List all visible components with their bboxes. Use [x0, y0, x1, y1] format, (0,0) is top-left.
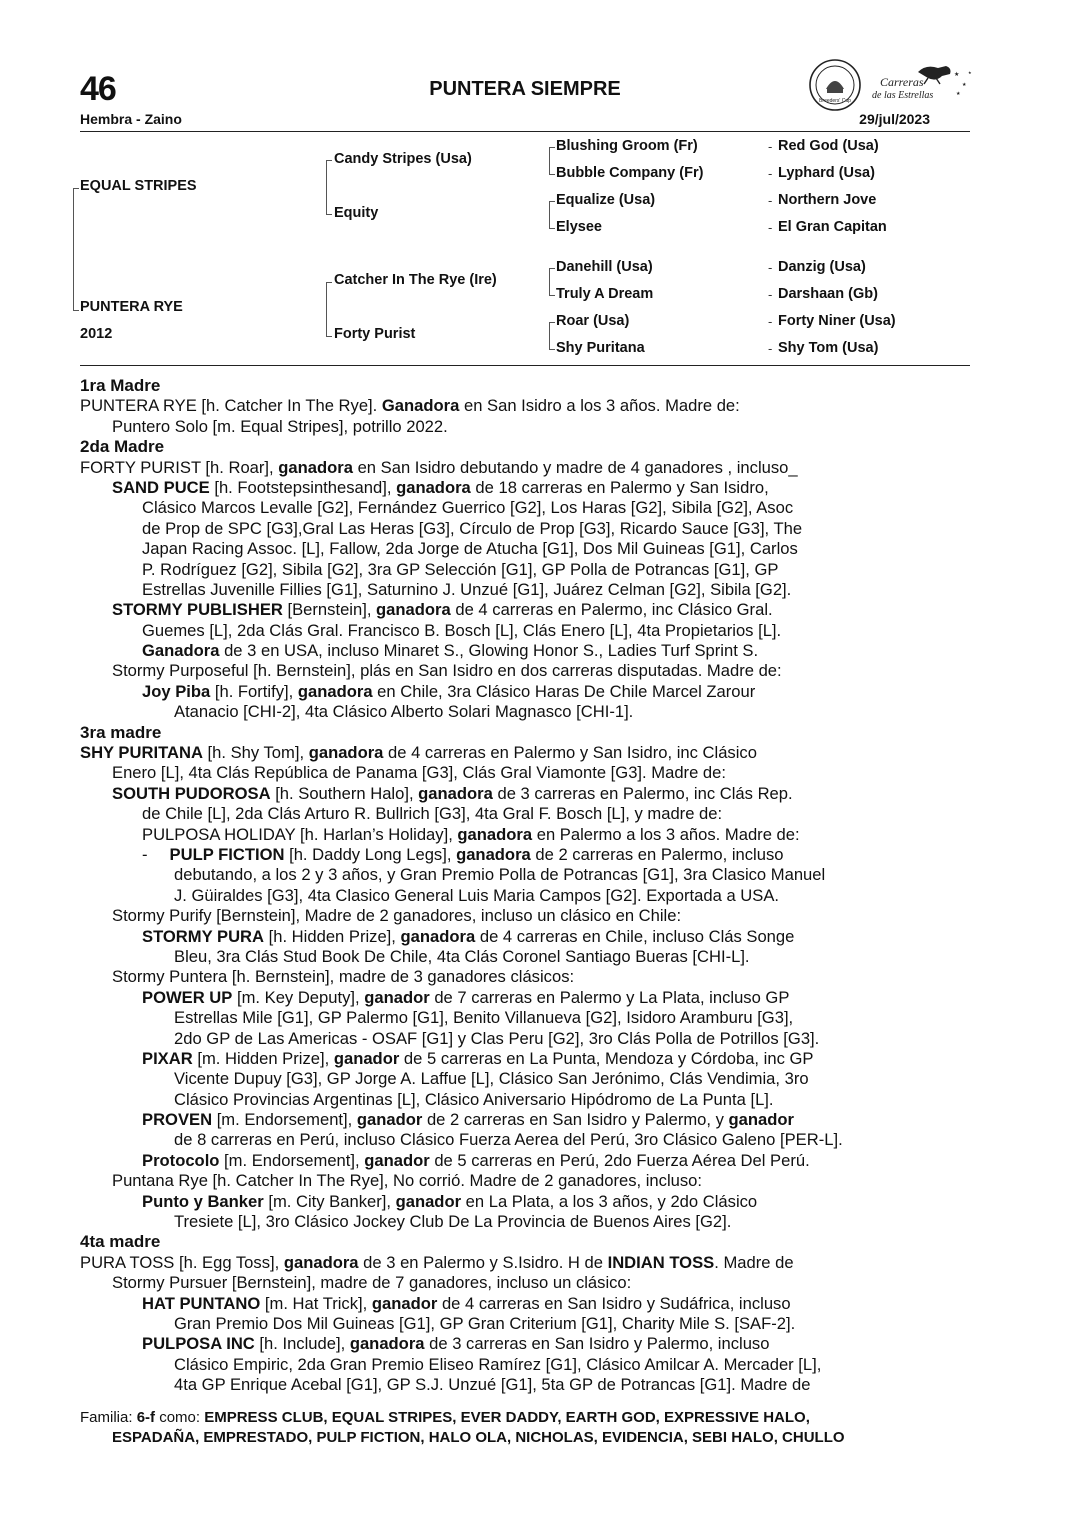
text-line: de 8 carreras en Perú, incluso Clásico Fuerza Aerea del Perú, 3ro Clásico Galeno [PER-L].	[174, 1130, 843, 1150]
text-line: STORMY PUBLISHER [Bernstein], ganadora de 4 carreras en Palermo, inc Clásico Gral.	[112, 600, 773, 620]
text-line: Puntana Rye [h. Catcher In The Rye], No corrió. Madre de 2 ganadores, incluso:	[112, 1171, 703, 1191]
text-line: PULPOSA HOLIDAY [h. Harlan’s Holiday], ganadora en Palermo a los 3 años. Madre de:	[142, 824, 800, 844]
text-line: Stormy Purify [Bernstein], Madre de 2 ganadores, incluso un clásico en Chile:	[112, 906, 682, 926]
text-line: POWER UP [m. Key Deputy], ganador de 7 carreras en Palermo y La Plata, incluso GP	[142, 987, 790, 1007]
pedigree-gen2-4: Forty Purist	[334, 326, 416, 342]
breeders-cup-seal-icon	[808, 58, 862, 112]
pedigree-gen4-3: Northern Jove	[778, 192, 877, 208]
text-line: Estrellas Juvenille Fillies [G1], Saturnino J. Unzué [G1], Juárez Celman [G2], Sibila [G2].	[142, 579, 792, 599]
text-line: Ganadora de 3 en USA, incluso Minaret S., Glowing Honor S., Ladies Turf Sprint S.	[142, 641, 759, 661]
text-line: - PULP FICTION [h. Daddy Long Legs], ganadora de 2 carreras en Palermo, incluso	[142, 844, 784, 864]
pedigree-gen4-1: Red God (Usa)	[778, 138, 879, 154]
text-line: P. Rodríguez [G2], Sibila [G2], 3ra GP Selección [G1], GP Polla de Potrancas [G1], GP	[142, 559, 779, 579]
svg-text:★: ★	[954, 72, 960, 78]
text-line: de Chile [L], 2da Clás Arturo R. Bullrich [G3], 4ta Gral F. Bosch [L], y madre de:	[142, 804, 723, 824]
pedigree-gen4-6: Darshaan (Gb)	[778, 286, 878, 302]
pedigree-gen4-4: El Gran Capitan	[778, 219, 887, 235]
family-footer	[80, 1408, 980, 1448]
section-heading-4ta-madre: 4ta madre	[80, 1232, 161, 1252]
pedigree-rule	[80, 365, 970, 366]
text-line: SHY PURITANA [h. Shy Tom], ganadora de 4 carreras en Palermo y San Isidro, inc Clásico	[80, 743, 757, 763]
text-line: de Prop de SPC [G3],Gral Las Heras [G3], Círculo de Prop [G3], Ricardo Sauce [G3], The	[142, 518, 803, 538]
pedigree-gen4-2: Lyphard (Usa)	[778, 165, 875, 181]
text-line: Vicente Dupuy [G3], GP Jorge A. Laffue [L], Clásico San Jerónimo, Clás Vendimia, 3ro	[174, 1069, 809, 1089]
catalog-page: 46 PUNTERA SIEMPRE Breeders' Cup Carreras de las Estrellas ★ ★ ★ ★ Hembra - Zaino 29/jul/2023 EQUAL STRIPES PUNTERA RYE 2012 Candy Stripes (Usa) Equity Catcher In The Rye (Ire) Forty Purist Blushing Groom (Fr) Bubble Company (Fr) Equalize (Usa) Elysee Danehill (Usa) Truly A Dream Roar (Usa) Shy Puritana - - - - - - - - Red God (Usa) Lyphard (Usa) Northern Jove El Gran Capitan Danzig (Usa) Darshaan (Gb) Forty Niner (Usa) Shy Tom (Usa) 1ra Madre PUNTERA RYE [h. Catcher In The Rye]. Ganadora en San Isidro a los 3 años. Madre de: Puntero Solo [m. Equal Stripes], potrillo 2022. 2da Madre FORTY PURIST [h. Roar], ganadora en San Isidro debutando y madre de 4 ganadores , incluso_ SAND PUCE [h. Footstepsinthesand], ganadora de 18 carreras en Palermo y San Isidro, Clásico Marcos Levalle [G2], Fernández Guerrico [G2], Los Haras [G2], Sibila [G2], Asoc de Prop de SPC [G3],Gral Las Heras [G3], Círculo de Prop [G3], Ricardo Sauce [G3], The Japan Racing Assoc. [L], Fallow, 2da Jorge de Atucha [G1], Dos Mil Guineas [G1], Carlos P. Rodríguez [G2], Sibila [G2], 3ra GP Selección [G1], GP Polla de Potrancas [G1], GP Estrellas Juvenille Fillies [G1], Saturnino J. Unzué [G1], Juárez Celman [G2], Sibila [G2]. STORMY PUBLISHER [Bernstein], ganadora de 4 carreras en Palermo, inc Clásico Gral. Guemes [L], 2da Clás Gral. Francisco B. Bosch [L], Clás Enero [L], 4ta Propietarios [L]. Ganadora de 3 en USA, incluso Minaret S., Glowing Honor S., Ladies Turf Sprint S. Stormy Purposeful [h. Bernstein], plás en San Isidro en dos carreras disputadas. Madre de: Joy Piba [h. Fortify], ganadora en Chile, 3ra Clásico Haras De Chile Marcel Zarour Atanacio [CHI-2], 4ta Clásico Alberto Solari Magnasco [CHI-1]. 3ra madre SHY PURITANA [h. Shy Tom], ganadora de 4 carreras en Palermo y San Isidro, inc Clásico Enero [L], 4ta Clás República de Panama [G3], Clás Gral Viamonte [G3]. Madre de: SOUTH PUDOROSA [h. Southern Halo], ganadora de 3 carreras en Palermo, inc Clás Rep. de Chile [L], 2da Clás Arturo R. Bullrich [G3], 4ta Gral F. Bosch [L], y madre de: PULPOSA HOLIDAY [h. Harlan’s Holiday], ganadora en Palermo a los 3 años. Madre de: - PULP FICTION [h. Daddy Long Legs], ganadora de 2 carreras en Palermo, incluso debutando, a los 2 y 3 años, y Gran Premio Polla de Potrancas [G1], 3ra Clasico Manuel J. Güiraldes [G3], 4ta Clasico General Luis Maria Campos [G2]. Exportada a USA. Stormy Purify [Bernstein], Madre de 2 ganadores, incluso un clásico en Chile: STORMY PURA [h. Hidden Prize], ganadora de 4 carreras en Chile, incluso Clás Songe Bleu, 3ra Clás Stud Book De Chile, 4ta Clás Coronel Santiago Bueras [CHI-L]. Stormy Puntera [h. Bernstein], madre de 3 ganadores clásicos: POWER UP [m. Key Deputy], ganador de 7 carreras en Palermo y La Plata, incluso GP Estrellas Mile [G1], GP Palermo [G1], Benito Villanueva [G2], Isidoro Aramburu [G3], 2do GP de Las Americas - OSAF [G1] y Clas Peru [G2], 3ro Clás Polla de Potrillos [G3]. PIXAR [m. Hidden Prize], ganador de 5 carreras en La Punta, Mendoza y Córdoba, inc GP Vicente Dupuy [G3], GP Jorge A. Laffue [L], Clásico San Jerónimo, Clás Vendimia, 3ro Clásico Provincias Argentinas [L], Clásico Aniversario Hipódromo de La Punta [L]. PROVEN [m. Endorsement], ganador de 2 carreras en San Isidro y Palermo, y ganador de 8 carreras en Perú, incluso Clásico Fuerza Aerea del Perú, 3ro Clásico Galeno [PER-L]. Protocolo [m. Endorsement], ganador de 5 carreras en Perú, 2do Fuerza Aérea Del Perú. Puntana Rye [h. Catcher In The Rye], No corrió. Madre de 2 ganadores, incluso: Punto y Banker [m. City Banker], ganador en La Plata, a los 3 años, y 2do Clásico Tresiete [L], 3ro Clásico Jockey Club De La Provincia de Buenos Aires [G2]. 4ta madre PURA TOSS [h. Egg Toss], ganadora de 3 en Palermo y S.Isidro. H de INDIAN TOSS. Madre de Stormy Pursuer [Bernstein], madre de 7 ganadores, incluso un clásico: HAT PUNTANO [m. Hat Trick], ganador de 4 carreras en San Isidro y Sudáfrica, incluso Gran Premio Dos Mil Guineas [G1], GP Gran Criterium [G1], Charity Mile S. [SAF-2]. PULPOSA INC [h. Include], ganadora de 3 carreras en San Isidro y Palermo, incluso Clásico Empiric, 2da Gran Premio Eliseo Ramírez [G1], Clásico Amilcar A. Mercader [L], 4ta GP Enrique Acebal [G1], GP S.J. Unzué [G1], 5ta GP de Potrancas [G1]. Madre de Familia: 6-f como: EMPRESS CLUB, EQUAL STRIPES, EVER DADDY, EARTH GOD, EXPRESSIVE HALO, ESPADAÑA, EMPRESTADO, PULP FICTION, HALO OLA, NICHOLAS, EVIDENCIA, SEBI HALO, CHULLO	[0, 0, 1080, 1525]
text-line: Clásico Marcos Levalle [G2], Fernández Guerrico [G2], Los Haras [G2], Sibila [G2], Asoc	[142, 498, 794, 518]
pedigree-dam-year: 2012	[80, 326, 113, 342]
text-line: debutando, a los 2 y 3 años, y Gran Premio Polla de Potrancas [G1], 3ra Clasico Manuel	[174, 865, 826, 885]
text-line: Estrellas Mile [G1], GP Palermo [G1], Benito Villanueva [G2], Isidoro Aramburu [G3],	[174, 1008, 794, 1028]
text-line: PUNTERA RYE [h. Catcher In The Rye]. Ganadora en San Isidro a los 3 años. Madre de:	[80, 396, 740, 416]
text-line: PROVEN [m. Endorsement], ganador de 2 carreras en San Isidro y Palermo, y ganador	[142, 1110, 795, 1130]
text-line: PULPOSA INC [h. Include], ganadora de 3 carreras en San Isidro y Palermo, incluso	[142, 1334, 770, 1354]
dam-produce-record	[80, 376, 970, 1396]
carreras-de-las-estrellas-logo	[866, 62, 976, 104]
pedigree-gen2-1: Candy Stripes (Usa)	[334, 151, 472, 167]
pedigree-gen3-8: Shy Puritana	[556, 340, 645, 356]
seal-text: Breeders' Cup	[819, 98, 851, 104]
pedigree-dam: PUNTERA RYE	[80, 299, 183, 315]
pedigree-gen3-7: Roar (Usa)	[556, 313, 630, 329]
section-heading-3ra-madre: 3ra madre	[80, 722, 162, 742]
text-line: Stormy Pursuer [Bernstein], madre de 7 ganadores, incluso un clásico:	[112, 1273, 632, 1293]
text-line: J. Güiraldes [G3], 4ta Clasico General Luis Maria Campos [G2]. Exportada a USA.	[174, 885, 780, 905]
text-line: Enero [L], 4ta Clás República de Panama [G3], Clás Gral Viamonte [G3]. Madre de:	[112, 763, 726, 783]
svg-text:★: ★	[962, 82, 967, 88]
text-line: Protocolo [m. Endorsement], ganador de 5 carreras en Perú, 2do Fuerza Aérea Del Perú.	[142, 1150, 810, 1170]
pedigree-gen3-6: Truly A Dream	[556, 286, 654, 302]
text-line: SOUTH PUDOROSA [h. Southern Halo], ganadora de 3 carreras en Palermo, inc Clás Rep.	[112, 783, 793, 803]
text-line: Gran Premio Dos Mil Guineas [G1], GP Gran Criterium [G1], Charity Mile S. [SAF-2].	[174, 1313, 796, 1333]
pedigree-gen3-2: Bubble Company (Fr)	[556, 165, 704, 181]
text-line: Bleu, 3ra Clás Stud Book De Chile, 4ta Clás Coronel Santiago Bueras [CHI-L].	[174, 946, 750, 966]
section-heading-1ra-madre: 1ra Madre	[80, 376, 161, 395]
text-line: Stormy Puntera [h. Bernstein], madre de 3 ganadores clásicos:	[112, 967, 575, 987]
logo-text-2: de las Estrellas	[872, 90, 934, 101]
text-line: Tresiete [L], 3ro Clásico Jockey Club De La Provincia de Buenos Aires [G2].	[174, 1212, 732, 1232]
text-line: Puntero Solo [m. Equal Stripes], potrillo 2022.	[112, 416, 448, 436]
svg-text:★: ★	[956, 91, 961, 97]
pedigree-gen3-3: Equalize (Usa)	[556, 192, 656, 208]
text-line: Japan Racing Assoc. [L], Fallow, 2da Jorge de Atucha [G1], Dos Mil Guineas [G1], Carlos	[142, 539, 798, 559]
pedigree-gen3-1: Blushing Groom (Fr)	[556, 138, 698, 154]
text-line: PURA TOSS [h. Egg Toss], ganadora de 3 en Palermo y S.Isidro. H de INDIAN TOSS. Madre de	[80, 1252, 794, 1272]
text-line: 2do GP de Las Americas - OSAF [G1] y Clas Peru [G2], 3ro Clás Polla de Potrillos [G3].	[174, 1028, 820, 1048]
lot-number: 46	[80, 70, 116, 108]
text-line: STORMY PURA [h. Hidden Prize], ganadora de 4 carreras en Chile, incluso Clás Songe	[142, 926, 795, 946]
text-line: PIXAR [m. Hidden Prize], ganador de 5 carreras en La Punta, Mendoza y Córdoba, inc GP	[142, 1048, 814, 1068]
sale-date: 29/jul/2023	[859, 111, 930, 127]
text-line: Clásico Provincias Argentinas [L], Clásico Aniversario Hipódromo de La Punta [L].	[174, 1089, 774, 1109]
text-line: Clásico Empiric, 2da Gran Premio Eliseo Ramírez [G1], Clásico Amilcar A. Mercader [L],	[174, 1354, 822, 1374]
pedigree-gen4-7: Forty Niner (Usa)	[778, 313, 896, 329]
family-line-1: Familia: 6-f como: EMPRESS CLUB, EQUAL STRIPES, EVER DADDY, EARTH GOD, EXPRESSIVE HALO,	[80, 1409, 810, 1426]
text-line: Stormy Purposeful [h. Bernstein], plás en San Isidro en dos carreras disputadas. Madre de:	[112, 661, 782, 681]
sex-coat: Hembra - Zaino	[80, 111, 182, 127]
pedigree-gen3-4: Elysee	[556, 219, 602, 235]
pedigree-gen3-5: Danehill (Usa)	[556, 259, 653, 275]
text-line: Guemes [L], 2da Clás Gral. Francisco B. Bosch [L], Clás Enero [L], 4ta Propietarios [L].	[142, 620, 782, 640]
text-line: SAND PUCE [h. Footstepsinthesand], ganadora de 18 carreras en Palermo y San Isidro,	[112, 477, 769, 497]
pedigree-gen2-3: Catcher In The Rye (Ire)	[334, 272, 497, 288]
text-line: Punto y Banker [m. City Banker], ganador en La Plata, a los 3 años, y 2do Clásico	[142, 1191, 758, 1211]
text-line: Atanacio [CHI-2], 4ta Clásico Alberto Solari Magnasco [CHI-1].	[174, 702, 634, 722]
pedigree-sire: EQUAL STRIPES	[80, 178, 197, 194]
text-line: HAT PUNTANO [m. Hat Trick], ganador de 4 carreras en San Isidro y Sudáfrica, incluso	[142, 1293, 791, 1313]
horse-name: PUNTERA SIEMPRE	[429, 78, 621, 100]
family-line-2: ESPADAÑA, EMPRESTADO, PULP FICTION, HALO OLA, NICHOLAS, EVIDENCIA, SEBI HALO, CHULLO	[112, 1429, 845, 1446]
pedigree-gen4-5: Danzig (Usa)	[778, 259, 866, 275]
logo-text-1: Carreras	[880, 75, 924, 89]
text-line: FORTY PURIST [h. Roar], ganadora en San Isidro debutando y madre de 4 ganadores , incluso_	[80, 457, 798, 477]
text-line: 4ta GP Enrique Acebal [G1], GP S.J. Unzué [G1], 5ta GP de Potrancas [G1]. Madre de	[174, 1375, 811, 1395]
pedigree-gen2-2: Equity	[334, 205, 379, 221]
section-heading-2da-madre: 2da Madre	[80, 437, 165, 457]
pedigree-gen4-8: Shy Tom (Usa)	[778, 340, 879, 356]
svg-text:★: ★	[968, 70, 972, 75]
header-rule	[80, 131, 970, 132]
text-line: Joy Piba [h. Fortify], ganadora en Chile, 3ra Clásico Haras De Chile Marcel Zarour	[142, 681, 756, 701]
